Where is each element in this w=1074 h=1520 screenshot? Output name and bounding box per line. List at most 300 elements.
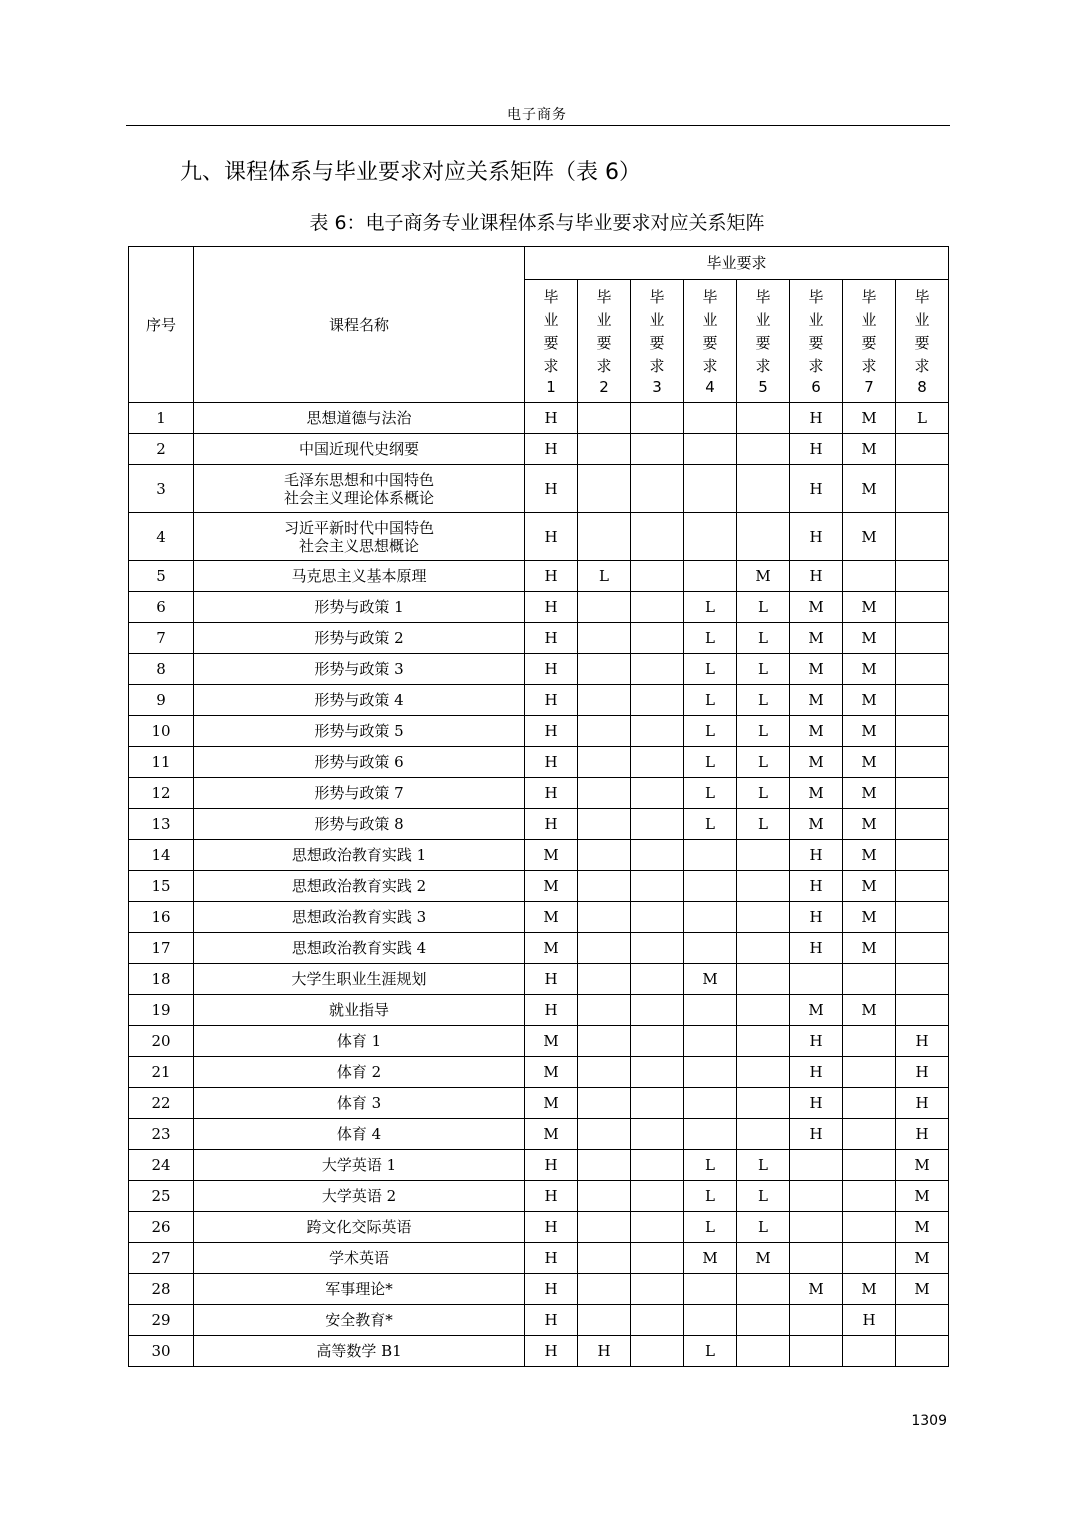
course-name: 形势与政策 1 <box>194 592 525 623</box>
requirement-level-cell <box>896 623 949 654</box>
requirement-level-cell: M <box>737 561 790 592</box>
row-index: 19 <box>129 995 194 1026</box>
requirement-level-cell <box>578 434 631 465</box>
requirement-number: 4 <box>705 378 715 396</box>
row-index: 28 <box>129 1274 194 1305</box>
table-row <box>129 1181 949 1212</box>
requirement-level-cell <box>896 778 949 809</box>
requirement-level-cell <box>843 1057 896 1088</box>
table-row <box>129 871 949 902</box>
requirement-level-cell <box>896 964 949 995</box>
table-row <box>129 1336 949 1367</box>
requirement-label: 毕业要求 <box>702 288 718 375</box>
requirement-level-cell: M <box>843 654 896 685</box>
requirement-level-cell <box>684 434 737 465</box>
course-name: 形势与政策 8 <box>194 809 525 840</box>
header-requirement-6 <box>790 280 843 403</box>
table-row <box>129 1150 949 1181</box>
requirement-level-cell: L <box>737 1212 790 1243</box>
requirement-level-cell: M <box>790 592 843 623</box>
requirement-level-cell <box>631 964 684 995</box>
table-row <box>129 1243 949 1274</box>
requirement-level-cell <box>737 1305 790 1336</box>
requirement-level-cell <box>578 1026 631 1057</box>
requirement-level-cell: M <box>843 995 896 1026</box>
row-index: 12 <box>129 778 194 809</box>
requirement-level-cell: M <box>843 747 896 778</box>
course-name: 思想政治教育实践 3 <box>194 902 525 933</box>
requirement-level-cell: H <box>525 465 578 513</box>
requirement-level-cell: M <box>896 1243 949 1274</box>
row-index: 26 <box>129 1212 194 1243</box>
requirement-number: 8 <box>917 378 927 396</box>
requirement-level-cell <box>737 933 790 964</box>
requirement-level-cell <box>896 902 949 933</box>
header-requirement-3 <box>631 280 684 403</box>
requirement-level-cell: H <box>896 1026 949 1057</box>
requirement-level-cell <box>578 513 631 561</box>
requirement-level-cell: H <box>525 716 578 747</box>
requirement-level-cell: H <box>525 1181 578 1212</box>
requirement-level-cell: M <box>896 1181 949 1212</box>
requirement-level-cell <box>737 1336 790 1367</box>
course-name: 跨文化交际英语 <box>194 1212 525 1243</box>
requirement-level-cell: H <box>525 561 578 592</box>
requirement-level-cell: M <box>896 1212 949 1243</box>
header-graduation-requirements: 毕业要求 <box>525 247 949 280</box>
requirement-level-cell: H <box>525 995 578 1026</box>
running-header: 电子商务 <box>507 107 567 123</box>
requirement-label: 毕业要求 <box>649 288 665 375</box>
course-name: 大学生职业生涯规划 <box>194 964 525 995</box>
requirement-level-cell <box>737 1026 790 1057</box>
requirement-level-cell: H <box>790 561 843 592</box>
course-name: 学术英语 <box>194 1243 525 1274</box>
course-name: 大学英语 1 <box>194 1150 525 1181</box>
row-index: 30 <box>129 1336 194 1367</box>
requirement-level-cell: M <box>525 840 578 871</box>
row-index: 8 <box>129 654 194 685</box>
requirement-level-cell <box>631 654 684 685</box>
requirement-level-cell: L <box>578 561 631 592</box>
requirement-level-cell <box>631 434 684 465</box>
requirement-level-cell <box>631 1088 684 1119</box>
row-index: 14 <box>129 840 194 871</box>
requirement-level-cell <box>790 1181 843 1212</box>
requirement-level-cell: M <box>843 592 896 623</box>
requirement-label: 毕业要求 <box>596 288 612 375</box>
requirement-level-cell <box>684 1026 737 1057</box>
requirement-level-cell <box>578 1274 631 1305</box>
requirement-level-cell: M <box>790 809 843 840</box>
row-index: 23 <box>129 1119 194 1150</box>
requirement-level-cell: H <box>843 1305 896 1336</box>
requirement-level-cell: L <box>684 809 737 840</box>
requirement-level-cell <box>684 1119 737 1150</box>
requirement-level-cell: M <box>525 902 578 933</box>
course-name: 体育 1 <box>194 1026 525 1057</box>
row-index: 22 <box>129 1088 194 1119</box>
requirement-level-cell: H <box>525 1336 578 1367</box>
requirement-label: 毕业要求 <box>861 288 877 375</box>
requirement-level-cell <box>843 1150 896 1181</box>
requirement-level-cell: L <box>737 809 790 840</box>
requirement-level-cell: L <box>684 716 737 747</box>
requirement-level-cell <box>737 465 790 513</box>
course-name: 思想道德与法治 <box>194 403 525 434</box>
course-name: 体育 4 <box>194 1119 525 1150</box>
requirement-level-cell <box>578 1305 631 1336</box>
row-index: 15 <box>129 871 194 902</box>
requirement-level-cell: M <box>790 716 843 747</box>
requirement-level-cell <box>631 1150 684 1181</box>
requirement-level-cell: M <box>896 1274 949 1305</box>
requirement-number: 2 <box>599 378 609 396</box>
requirement-level-cell: L <box>684 592 737 623</box>
requirement-level-cell <box>631 995 684 1026</box>
requirement-level-cell <box>896 513 949 561</box>
table-row <box>129 902 949 933</box>
requirement-level-cell <box>631 1119 684 1150</box>
requirement-level-cell: H <box>790 902 843 933</box>
requirement-level-cell <box>631 840 684 871</box>
requirement-level-cell <box>684 840 737 871</box>
requirement-level-cell: L <box>684 778 737 809</box>
requirement-level-cell <box>896 840 949 871</box>
requirement-label: 毕业要求 <box>914 288 930 375</box>
row-index: 21 <box>129 1057 194 1088</box>
row-index: 6 <box>129 592 194 623</box>
requirement-level-cell: L <box>737 623 790 654</box>
page-number: 1309 <box>911 1413 947 1429</box>
table-row <box>129 623 949 654</box>
requirement-level-cell: M <box>843 933 896 964</box>
requirement-level-cell: L <box>896 403 949 434</box>
requirement-level-cell: H <box>790 933 843 964</box>
row-index: 16 <box>129 902 194 933</box>
table-row <box>129 654 949 685</box>
requirement-level-cell: L <box>684 623 737 654</box>
course-name: 形势与政策 2 <box>194 623 525 654</box>
requirement-level-cell: L <box>737 716 790 747</box>
requirement-level-cell: M <box>843 465 896 513</box>
header-course-name: 课程名称 <box>194 247 525 403</box>
requirement-level-cell: M <box>790 778 843 809</box>
requirement-level-cell <box>843 561 896 592</box>
requirement-level-cell: H <box>525 513 578 561</box>
requirement-level-cell: M <box>790 685 843 716</box>
requirement-level-cell: H <box>578 1336 631 1367</box>
course-name: 形势与政策 4 <box>194 685 525 716</box>
requirement-level-cell <box>578 778 631 809</box>
requirement-level-cell <box>737 1088 790 1119</box>
requirement-level-cell: L <box>684 1181 737 1212</box>
requirement-level-cell <box>843 1336 896 1367</box>
requirement-number: 1 <box>546 378 556 396</box>
requirement-level-cell <box>631 561 684 592</box>
header-requirement-2 <box>578 280 631 403</box>
row-index: 9 <box>129 685 194 716</box>
course-name: 形势与政策 7 <box>194 778 525 809</box>
requirement-level-cell <box>896 747 949 778</box>
requirement-level-cell: L <box>737 654 790 685</box>
requirement-level-cell: L <box>737 1150 790 1181</box>
course-name: 体育 2 <box>194 1057 525 1088</box>
row-index: 20 <box>129 1026 194 1057</box>
requirement-level-cell: M <box>525 1119 578 1150</box>
section-title: 九、课程体系与毕业要求对应关系矩阵（表 6） <box>180 160 641 185</box>
header-rule <box>126 125 950 126</box>
header-requirement-8 <box>896 280 949 403</box>
requirement-level-cell <box>684 1088 737 1119</box>
requirement-level-cell: H <box>790 1119 843 1150</box>
requirement-level-cell <box>631 1026 684 1057</box>
requirement-level-cell <box>896 685 949 716</box>
requirement-level-cell: H <box>525 747 578 778</box>
course-name: 形势与政策 6 <box>194 747 525 778</box>
requirement-number: 6 <box>811 378 821 396</box>
requirement-level-cell: M <box>843 685 896 716</box>
requirement-level-cell <box>684 871 737 902</box>
requirement-level-cell <box>843 1026 896 1057</box>
row-index: 18 <box>129 964 194 995</box>
requirement-level-cell: H <box>525 964 578 995</box>
requirement-level-cell: H <box>525 1305 578 1336</box>
requirement-level-cell: M <box>843 871 896 902</box>
requirement-level-cell <box>631 778 684 809</box>
requirement-level-cell: M <box>684 964 737 995</box>
requirement-level-cell <box>578 747 631 778</box>
requirement-level-cell: M <box>525 871 578 902</box>
requirement-level-cell <box>790 1305 843 1336</box>
requirement-level-cell: H <box>790 1026 843 1057</box>
requirement-level-cell: H <box>525 778 578 809</box>
requirement-level-cell <box>578 1088 631 1119</box>
row-index: 7 <box>129 623 194 654</box>
requirement-level-cell <box>631 1057 684 1088</box>
table-row <box>129 1212 949 1243</box>
row-index: 13 <box>129 809 194 840</box>
requirement-level-cell <box>631 871 684 902</box>
course-name: 思想政治教育实践 1 <box>194 840 525 871</box>
requirement-level-cell: M <box>790 654 843 685</box>
requirement-level-cell <box>737 1119 790 1150</box>
course-name: 军事理论* <box>194 1274 525 1305</box>
table-row <box>129 1088 949 1119</box>
requirement-level-cell: M <box>843 902 896 933</box>
requirement-level-cell <box>790 1243 843 1274</box>
requirement-level-cell <box>578 840 631 871</box>
table-row <box>129 1274 949 1305</box>
row-index: 11 <box>129 747 194 778</box>
requirement-number: 5 <box>758 378 768 396</box>
requirement-level-cell: M <box>790 1274 843 1305</box>
course-name: 中国近现代史纲要 <box>194 434 525 465</box>
requirement-level-cell: H <box>896 1057 949 1088</box>
requirement-level-cell <box>684 561 737 592</box>
requirement-level-cell <box>578 465 631 513</box>
requirement-level-cell <box>578 1212 631 1243</box>
requirement-level-cell <box>631 1212 684 1243</box>
requirement-level-cell: L <box>684 1336 737 1367</box>
requirement-level-cell: H <box>896 1088 949 1119</box>
requirement-level-cell: M <box>790 995 843 1026</box>
requirement-level-cell <box>790 1212 843 1243</box>
requirement-level-cell <box>684 1057 737 1088</box>
requirement-level-cell: L <box>684 1212 737 1243</box>
requirement-level-cell: M <box>684 1243 737 1274</box>
course-name: 体育 3 <box>194 1088 525 1119</box>
row-index: 1 <box>129 403 194 434</box>
requirement-level-cell <box>631 623 684 654</box>
table-row <box>129 592 949 623</box>
row-index: 25 <box>129 1181 194 1212</box>
table-row <box>129 561 949 592</box>
requirement-level-cell <box>737 1274 790 1305</box>
requirement-level-cell <box>578 964 631 995</box>
requirement-level-cell <box>896 995 949 1026</box>
table-row <box>129 403 949 434</box>
header-requirement-5 <box>737 280 790 403</box>
requirement-level-cell <box>631 685 684 716</box>
requirement-level-cell: L <box>737 1181 790 1212</box>
requirement-level-cell <box>684 995 737 1026</box>
requirement-level-cell <box>631 1181 684 1212</box>
requirement-level-cell: H <box>525 1274 578 1305</box>
requirement-level-cell <box>843 1243 896 1274</box>
requirement-level-cell: H <box>790 871 843 902</box>
requirement-level-cell <box>578 403 631 434</box>
table-row <box>129 964 949 995</box>
requirement-level-cell <box>737 434 790 465</box>
row-index: 29 <box>129 1305 194 1336</box>
requirement-level-cell <box>737 964 790 995</box>
requirement-level-cell <box>737 1057 790 1088</box>
course-name: 毛泽东思想和中国特色 社会主义理论体系概论 <box>194 465 525 513</box>
requirement-level-cell: M <box>790 623 843 654</box>
course-name: 思想政治教育实践 4 <box>194 933 525 964</box>
requirement-level-cell <box>843 1212 896 1243</box>
requirement-level-cell: H <box>790 465 843 513</box>
requirement-level-cell <box>631 902 684 933</box>
course-name: 形势与政策 5 <box>194 716 525 747</box>
requirement-level-cell: L <box>737 778 790 809</box>
requirement-level-cell: M <box>737 1243 790 1274</box>
table-row <box>129 995 949 1026</box>
requirement-level-cell <box>631 1274 684 1305</box>
row-index: 10 <box>129 716 194 747</box>
requirement-level-cell <box>578 1150 631 1181</box>
requirement-level-cell <box>578 933 631 964</box>
requirement-level-cell <box>578 809 631 840</box>
table-row <box>129 1026 949 1057</box>
requirement-level-cell <box>578 902 631 933</box>
requirement-level-cell <box>737 871 790 902</box>
course-name: 高等数学 B1 <box>194 1336 525 1367</box>
requirement-level-cell <box>631 1305 684 1336</box>
course-name: 形势与政策 3 <box>194 654 525 685</box>
requirement-level-cell <box>631 1336 684 1367</box>
requirement-level-cell: H <box>790 1088 843 1119</box>
requirement-label: 毕业要求 <box>543 288 559 375</box>
requirements-matrix-table <box>128 246 949 1367</box>
requirement-level-cell <box>684 465 737 513</box>
requirement-level-cell: M <box>843 434 896 465</box>
row-index: 27 <box>129 1243 194 1274</box>
requirement-level-cell <box>631 809 684 840</box>
table-row <box>129 716 949 747</box>
table-row <box>129 685 949 716</box>
requirement-level-cell <box>896 654 949 685</box>
requirement-number: 3 <box>652 378 662 396</box>
requirement-level-cell: H <box>525 1150 578 1181</box>
requirement-level-cell <box>737 403 790 434</box>
requirement-level-cell: M <box>843 1274 896 1305</box>
requirement-level-cell: H <box>790 840 843 871</box>
requirement-label: 毕业要求 <box>808 288 824 375</box>
requirement-level-cell <box>631 747 684 778</box>
requirement-level-cell <box>684 933 737 964</box>
requirement-level-cell: M <box>843 513 896 561</box>
requirement-level-cell <box>578 1243 631 1274</box>
requirement-level-cell <box>843 964 896 995</box>
requirement-level-cell: H <box>525 1212 578 1243</box>
requirement-level-cell <box>578 871 631 902</box>
table-row <box>129 513 949 561</box>
requirement-level-cell: M <box>843 403 896 434</box>
requirement-level-cell <box>896 592 949 623</box>
row-index: 5 <box>129 561 194 592</box>
table-row <box>129 840 949 871</box>
requirement-level-cell: M <box>525 933 578 964</box>
requirement-level-cell <box>737 840 790 871</box>
requirement-level-cell: L <box>684 685 737 716</box>
requirement-level-cell <box>896 561 949 592</box>
requirement-level-cell <box>578 654 631 685</box>
requirement-level-cell <box>790 1150 843 1181</box>
requirement-level-cell: M <box>525 1057 578 1088</box>
requirement-level-cell <box>578 995 631 1026</box>
requirement-level-cell <box>684 513 737 561</box>
table-row <box>129 465 949 513</box>
course-name: 安全教育* <box>194 1305 525 1336</box>
course-name: 大学英语 2 <box>194 1181 525 1212</box>
table-row <box>129 933 949 964</box>
requirement-level-cell: M <box>896 1150 949 1181</box>
requirement-level-cell: M <box>843 809 896 840</box>
table-row <box>129 1305 949 1336</box>
table-row <box>129 809 949 840</box>
table-row <box>129 747 949 778</box>
row-index: 24 <box>129 1150 194 1181</box>
requirement-level-cell: M <box>525 1026 578 1057</box>
requirement-level-cell: L <box>684 1150 737 1181</box>
header-requirement-7 <box>843 280 896 403</box>
table-caption: 表 6：电子商务专业课程体系与毕业要求对应关系矩阵 <box>309 212 765 234</box>
row-index: 17 <box>129 933 194 964</box>
requirement-level-cell: H <box>790 434 843 465</box>
course-name: 习近平新时代中国特色 社会主义思想概论 <box>194 513 525 561</box>
requirement-level-cell: L <box>737 592 790 623</box>
requirement-level-cell <box>631 465 684 513</box>
requirement-level-cell <box>631 716 684 747</box>
requirement-level-cell <box>631 513 684 561</box>
requirement-level-cell <box>896 871 949 902</box>
requirement-level-cell <box>684 1305 737 1336</box>
requirement-level-cell <box>737 902 790 933</box>
requirement-level-cell: H <box>525 434 578 465</box>
requirement-level-cell <box>843 1119 896 1150</box>
